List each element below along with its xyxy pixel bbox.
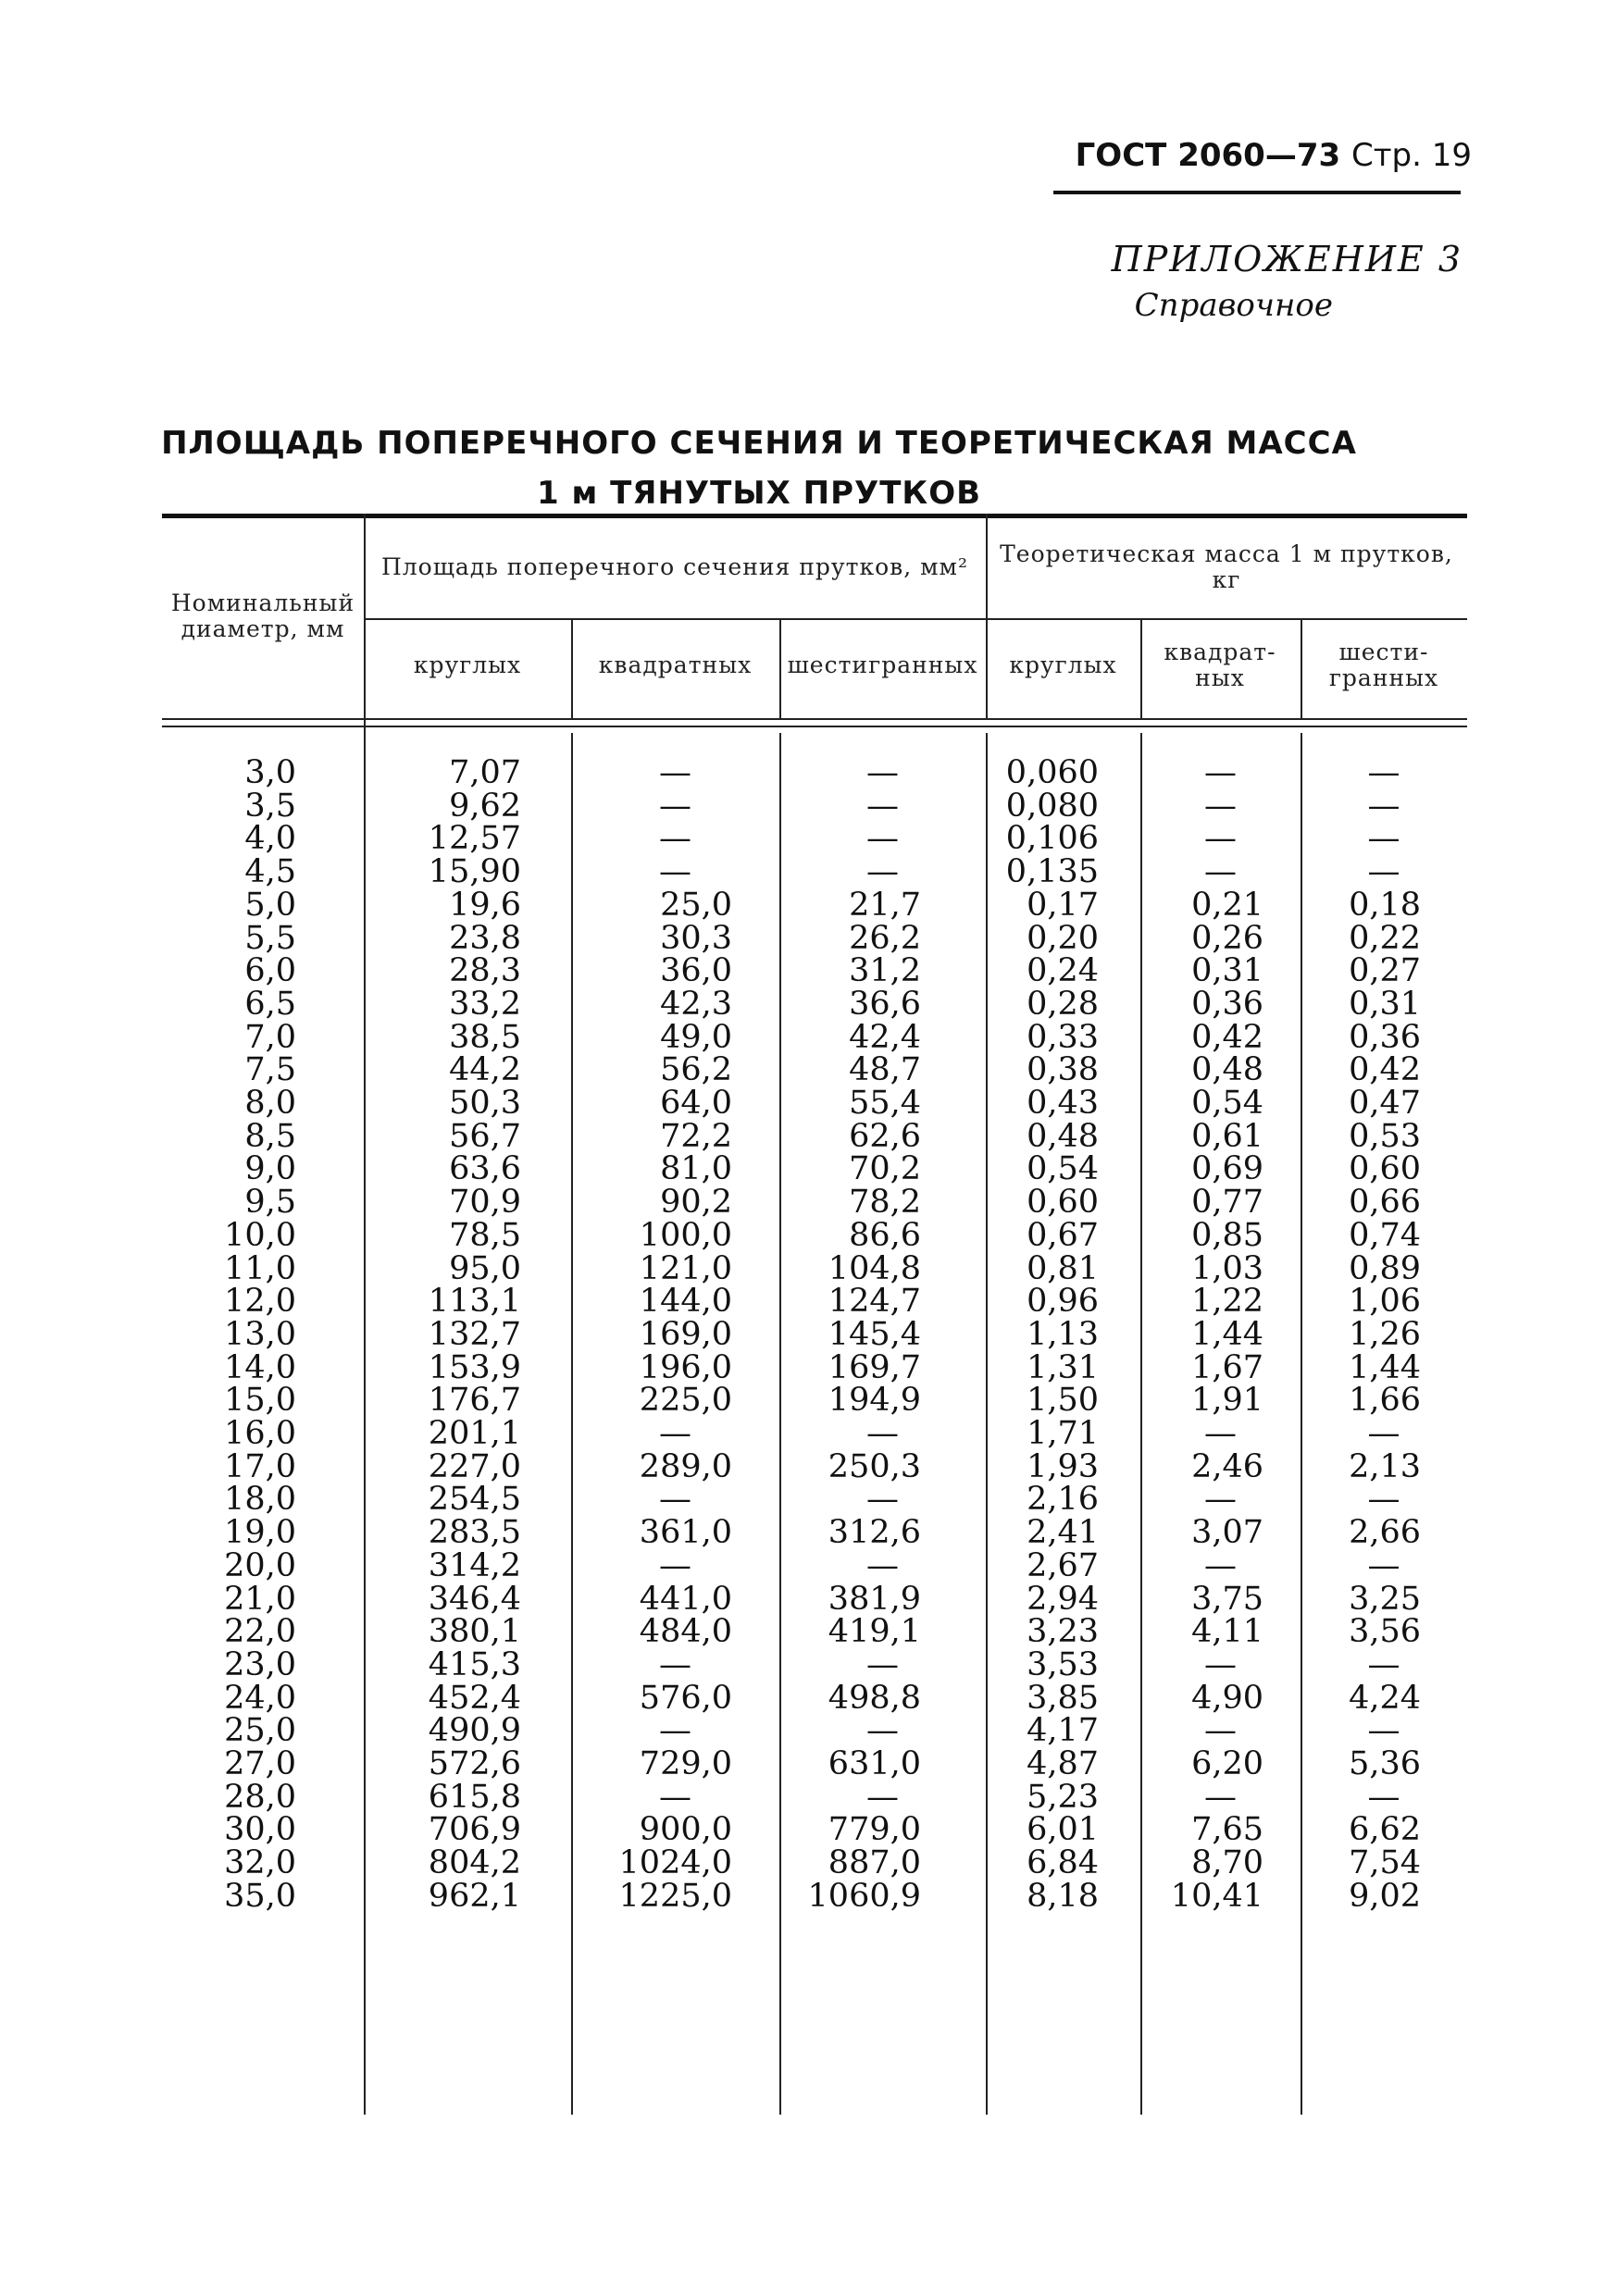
mass-square-cell: 3,75 bbox=[1191, 1580, 1263, 1618]
column-divider bbox=[1301, 618, 1302, 718]
document-title-line-1: ПЛОЩАДЬ ПОПЕРЕЧНОГО СЕЧЕНИЯ И ТЕОРЕТИЧЕСКАЯ МАССА bbox=[161, 425, 1357, 462]
diameter-cell: 13,0 bbox=[224, 1315, 296, 1353]
mass-square-cell: — bbox=[1204, 1645, 1237, 1683]
area-square-cell: 289,0 bbox=[639, 1447, 732, 1485]
diameter-cell: 7,5 bbox=[244, 1051, 296, 1089]
mass-round-cell: 0,43 bbox=[1027, 1085, 1099, 1122]
mass-hexagonal-cell: 1,44 bbox=[1349, 1348, 1421, 1386]
mass-round-cell: 2,16 bbox=[1027, 1481, 1099, 1519]
mass-hexagonal-cell: — bbox=[1367, 1481, 1400, 1519]
area-round-cell: 490,9 bbox=[428, 1712, 521, 1750]
mass-square-cell: 4,90 bbox=[1191, 1679, 1263, 1717]
area-hexagonal-cell: — bbox=[866, 1645, 899, 1683]
mass-round-cell: 0,67 bbox=[1027, 1216, 1099, 1254]
diameter-cell: 18,0 bbox=[224, 1481, 296, 1519]
area-hexagonal-cell: 62,6 bbox=[849, 1117, 921, 1155]
mass-round-cell: 0,33 bbox=[1027, 1018, 1099, 1056]
mass-round-cell: 1,71 bbox=[1027, 1415, 1099, 1452]
mass-square-cell: 0,42 bbox=[1191, 1018, 1263, 1056]
document-title bbox=[157, 418, 1361, 518]
area-round-cell: 962,1 bbox=[428, 1877, 521, 1915]
area-hexagonal-cell: 31,2 bbox=[849, 952, 921, 990]
area-square-cell: 225,0 bbox=[639, 1382, 732, 1420]
area-hexagonal-cell: 887,0 bbox=[828, 1844, 921, 1882]
mass-round-cell: 4,17 bbox=[1027, 1712, 1099, 1750]
area-square-cell: 100,0 bbox=[639, 1216, 732, 1254]
diameter-cell: 8,0 bbox=[244, 1085, 296, 1122]
area-square-cell: 900,0 bbox=[639, 1811, 732, 1849]
mass-hexagonal-cell: — bbox=[1367, 787, 1400, 825]
area-hexagonal-cell: — bbox=[866, 1546, 899, 1584]
mass-group-header: Теоретическая масса 1 м прутков, кг bbox=[1000, 540, 1453, 593]
diameter-cell: 4,5 bbox=[244, 853, 296, 891]
area-hexagonal-cell: — bbox=[866, 1778, 899, 1816]
area-round-cell: 28,3 bbox=[449, 952, 521, 990]
mass-round-cell: 8,18 bbox=[1027, 1877, 1099, 1915]
area-square-cell: 30,3 bbox=[660, 919, 732, 957]
diameter-cell: 30,0 bbox=[224, 1811, 296, 1849]
data-table bbox=[162, 514, 1467, 2115]
appendix-subtitle: Справочное bbox=[1134, 287, 1333, 324]
mass-square-cell: 0,31 bbox=[1191, 952, 1263, 990]
mass-hexagonal-cell: 0,89 bbox=[1349, 1249, 1421, 1287]
area-round-cell: 33,2 bbox=[449, 985, 521, 1023]
mass-round-cell: 6,01 bbox=[1027, 1811, 1099, 1849]
area-round-cell: 380,1 bbox=[428, 1613, 521, 1651]
diameter-cell: 8,5 bbox=[244, 1117, 296, 1155]
area-round-cell: 415,3 bbox=[428, 1645, 521, 1683]
area-hexagonal-cell: — bbox=[866, 1415, 899, 1452]
diameter-cell: 27,0 bbox=[224, 1745, 296, 1782]
mass-square-cell: 2,46 bbox=[1191, 1447, 1263, 1485]
diameter-cell: 6,0 bbox=[244, 952, 296, 990]
diameter-cell: 12,0 bbox=[224, 1283, 296, 1321]
area-square-cell: 484,0 bbox=[639, 1613, 732, 1651]
appendix-title: ПРИЛОЖЕНИЕ 3 bbox=[1111, 239, 1462, 279]
area-hexagonal-cell: 1060,9 bbox=[807, 1877, 921, 1915]
area-hexagonal-cell: — bbox=[866, 754, 899, 791]
area-round-cell: 7,07 bbox=[449, 754, 521, 791]
mass-hexagonal-cell: 0,53 bbox=[1349, 1117, 1421, 1155]
area-square-cell: 729,0 bbox=[639, 1745, 732, 1782]
area-square-cell: 361,0 bbox=[639, 1514, 732, 1552]
area-round-header: круглых bbox=[413, 652, 522, 678]
mass-hexagonal-cell: 1,06 bbox=[1349, 1283, 1421, 1321]
mass-square-cell: 1,44 bbox=[1191, 1315, 1263, 1353]
mass-hexagonal-cell: — bbox=[1367, 1546, 1400, 1584]
mass-hexagonal-cell: 0,31 bbox=[1349, 985, 1421, 1023]
diameter-cell: 3,5 bbox=[244, 787, 296, 825]
diameter-cell: 23,0 bbox=[224, 1645, 296, 1683]
area-group-header: Площадь поперечного сечения прутков, мм² bbox=[380, 553, 969, 580]
mass-square-cell: 0,61 bbox=[1191, 1117, 1263, 1155]
diameter-cell: 21,0 bbox=[224, 1580, 296, 1618]
area-hexagonal-cell: — bbox=[866, 820, 899, 858]
area-round-cell: 314,2 bbox=[428, 1546, 521, 1584]
mass-hexagonal-cell: 0,60 bbox=[1349, 1150, 1421, 1188]
mass-round-cell: 0,080 bbox=[1005, 787, 1099, 825]
mass-hexagonal-cell: 1,66 bbox=[1349, 1382, 1421, 1420]
mass-round-cell: 0,060 bbox=[1005, 754, 1099, 791]
diameter-cell: 9,5 bbox=[244, 1184, 296, 1222]
mass-hexagonal-cell: — bbox=[1367, 1712, 1400, 1750]
mass-round-cell: 0,60 bbox=[1027, 1184, 1099, 1222]
mass-square-cell: 1,91 bbox=[1191, 1382, 1263, 1420]
area-round-cell: 38,5 bbox=[449, 1018, 521, 1056]
area-round-cell: 283,5 bbox=[428, 1514, 521, 1552]
area-hexagonal-cell: 86,6 bbox=[849, 1216, 921, 1254]
area-square-cell: 576,0 bbox=[639, 1679, 732, 1717]
mass-round-cell: 3,85 bbox=[1027, 1679, 1099, 1717]
area-round-cell: 804,2 bbox=[428, 1844, 521, 1882]
diameter-cell: 25,0 bbox=[224, 1712, 296, 1750]
area-round-cell: 56,7 bbox=[449, 1117, 521, 1155]
mass-square-cell: — bbox=[1204, 1778, 1237, 1816]
area-round-cell: 70,9 bbox=[449, 1184, 521, 1222]
area-hexagonal-cell: 78,2 bbox=[849, 1184, 921, 1222]
diameter-cell: 10,0 bbox=[224, 1216, 296, 1254]
area-hexagonal-cell: — bbox=[866, 1481, 899, 1519]
mass-square-cell: — bbox=[1204, 1481, 1237, 1519]
area-hexagonal-cell: — bbox=[866, 787, 899, 825]
area-round-cell: 78,5 bbox=[449, 1216, 521, 1254]
diameter-cell: 7,0 bbox=[244, 1018, 296, 1056]
diameter-cell: 28,0 bbox=[224, 1778, 296, 1816]
area-square-cell: 49,0 bbox=[660, 1018, 732, 1056]
mass-round-cell: 2,41 bbox=[1027, 1514, 1099, 1552]
area-round-cell: 132,7 bbox=[428, 1315, 521, 1353]
mass-square-cell: 7,65 bbox=[1191, 1811, 1263, 1849]
area-round-cell: 9,62 bbox=[449, 787, 521, 825]
area-square-cell: — bbox=[659, 1778, 691, 1816]
area-hexagonal-cell: 250,3 bbox=[828, 1447, 921, 1485]
area-square-cell: 72,2 bbox=[660, 1117, 732, 1155]
area-square-cell: 121,0 bbox=[639, 1249, 732, 1287]
area-hexagonal-cell: 42,4 bbox=[849, 1018, 921, 1056]
mass-hexagonal-cell: 7,54 bbox=[1349, 1844, 1421, 1882]
area-hexagonal-cell: 48,7 bbox=[849, 1051, 921, 1089]
diameter-column-header: Номинальный диаметр, мм bbox=[170, 590, 355, 642]
area-round-cell: 12,57 bbox=[428, 820, 521, 858]
mass-square-cell: — bbox=[1204, 820, 1237, 858]
area-hexagonal-cell: 312,6 bbox=[828, 1514, 921, 1552]
mass-hexagonal-cell: 0,36 bbox=[1349, 1018, 1421, 1056]
header-bottom-rule-2 bbox=[162, 726, 1467, 727]
mass-hexagonal-cell: 0,47 bbox=[1349, 1085, 1421, 1122]
mass-round-cell: 2,94 bbox=[1027, 1580, 1099, 1618]
mass-square-cell: — bbox=[1204, 1415, 1237, 1452]
area-square-cell: 144,0 bbox=[639, 1283, 732, 1321]
area-square-cell: — bbox=[659, 1481, 691, 1519]
mass-square-cell: 0,54 bbox=[1191, 1085, 1263, 1122]
area-square-cell: — bbox=[659, 1546, 691, 1584]
diameter-cell: 9,0 bbox=[244, 1150, 296, 1188]
diameter-cell: 5,5 bbox=[244, 919, 296, 957]
area-square-cell: 1024,0 bbox=[618, 1844, 732, 1882]
mass-hexagonal-cell: — bbox=[1367, 820, 1400, 858]
diameter-cell: 11,0 bbox=[224, 1249, 296, 1287]
mass-round-cell: 0,81 bbox=[1027, 1249, 1099, 1287]
mass-round-cell: 0,48 bbox=[1027, 1117, 1099, 1155]
area-hexagonal-cell: — bbox=[866, 1712, 899, 1750]
diameter-cell: 17,0 bbox=[224, 1447, 296, 1485]
area-square-cell: 56,2 bbox=[660, 1051, 732, 1089]
area-square-cell: — bbox=[659, 820, 691, 858]
mass-hexagonal-cell: 0,22 bbox=[1349, 919, 1421, 957]
area-hexagonal-cell: 145,4 bbox=[828, 1315, 921, 1353]
mass-round-cell: 1,13 bbox=[1027, 1315, 1099, 1353]
area-hexagonal-cell: 21,7 bbox=[849, 886, 921, 924]
area-square-cell: 169,0 bbox=[639, 1315, 732, 1353]
area-round-cell: 254,5 bbox=[428, 1481, 521, 1519]
mass-round-header: круглых bbox=[1009, 652, 1117, 678]
area-hexagonal-cell: 631,0 bbox=[828, 1745, 921, 1782]
standard-code: ГОСТ 2060—73 bbox=[1075, 137, 1341, 174]
diameter-cell: 4,0 bbox=[244, 820, 296, 858]
area-hexagonal-cell: 779,0 bbox=[828, 1811, 921, 1849]
area-round-cell: 176,7 bbox=[428, 1382, 521, 1420]
area-round-cell: 44,2 bbox=[449, 1051, 521, 1089]
area-hexagonal-cell: 169,7 bbox=[828, 1348, 921, 1386]
area-square-cell: — bbox=[659, 853, 691, 891]
area-hexagonal-cell: 70,2 bbox=[849, 1150, 921, 1188]
area-hexagonal-cell: 381,9 bbox=[828, 1580, 921, 1618]
diameter-cell: 16,0 bbox=[224, 1415, 296, 1452]
mass-round-cell: 0,38 bbox=[1027, 1051, 1099, 1089]
area-hexagonal-cell: 26,2 bbox=[849, 919, 921, 957]
area-square-cell: 441,0 bbox=[639, 1580, 732, 1618]
diameter-cell: 5,0 bbox=[244, 886, 296, 924]
document-title-line-2: 1 м ТЯНУТЫХ ПРУТКОВ bbox=[536, 475, 982, 512]
diameter-cell: 22,0 bbox=[224, 1613, 296, 1651]
mass-round-cell: 1,93 bbox=[1027, 1447, 1099, 1485]
area-square-cell: 25,0 bbox=[660, 886, 732, 924]
diameter-cell: 24,0 bbox=[224, 1679, 296, 1717]
mass-hexagonal-cell: 2,66 bbox=[1349, 1514, 1421, 1552]
mass-square-cell: 6,20 bbox=[1191, 1745, 1263, 1782]
area-square-cell: — bbox=[659, 1645, 691, 1683]
mass-round-cell: 0,135 bbox=[1005, 853, 1099, 891]
area-square-cell: 36,0 bbox=[660, 952, 732, 990]
mass-round-cell: 0,96 bbox=[1027, 1283, 1099, 1321]
mass-square-cell: 3,07 bbox=[1191, 1514, 1263, 1552]
mass-square-cell: 0,69 bbox=[1191, 1150, 1263, 1188]
diameter-cell: 20,0 bbox=[224, 1546, 296, 1584]
mass-square-cell: 4,11 bbox=[1191, 1613, 1263, 1651]
diameter-cell: 15,0 bbox=[224, 1382, 296, 1420]
mass-hexagonal-cell: 0,74 bbox=[1349, 1216, 1421, 1254]
mass-hexagonal-cell: 6,62 bbox=[1349, 1811, 1421, 1849]
area-round-cell: 572,6 bbox=[428, 1745, 521, 1782]
mass-square-cell: 0,48 bbox=[1191, 1051, 1263, 1089]
mass-hexagonal-cell: 2,13 bbox=[1349, 1447, 1421, 1485]
area-round-cell: 201,1 bbox=[428, 1415, 521, 1452]
area-square-cell: 81,0 bbox=[660, 1150, 732, 1188]
area-round-cell: 19,6 bbox=[449, 886, 521, 924]
mass-square-cell: 10,41 bbox=[1170, 1877, 1263, 1915]
mass-square-cell: 0,21 bbox=[1191, 886, 1263, 924]
area-square-cell: 42,3 bbox=[660, 985, 732, 1023]
area-square-header: квадратных bbox=[598, 652, 753, 678]
area-square-cell: — bbox=[659, 787, 691, 825]
mass-round-cell: 0,54 bbox=[1027, 1150, 1099, 1188]
mass-square-cell: — bbox=[1204, 754, 1237, 791]
area-square-cell: 90,2 bbox=[660, 1184, 732, 1222]
area-square-cell: — bbox=[659, 754, 691, 791]
mass-hexagonal-cell: — bbox=[1367, 1415, 1400, 1452]
mass-round-cell: 1,31 bbox=[1027, 1348, 1099, 1386]
mass-round-cell: 0,17 bbox=[1027, 886, 1099, 924]
header-bottom-rule bbox=[162, 718, 1467, 720]
mass-hexagonal-cell: 5,36 bbox=[1349, 1745, 1421, 1782]
mass-round-cell: 0,28 bbox=[1027, 985, 1099, 1023]
mass-hexagonal-cell: 0,42 bbox=[1349, 1051, 1421, 1089]
diameter-cell: 19,0 bbox=[224, 1514, 296, 1552]
mass-hexagonal-cell: — bbox=[1367, 853, 1400, 891]
area-square-cell: — bbox=[659, 1712, 691, 1750]
mass-hexagonal-cell: 9,02 bbox=[1349, 1877, 1421, 1915]
mass-hexagonal-cell: 0,18 bbox=[1349, 886, 1421, 924]
area-round-cell: 346,4 bbox=[428, 1580, 521, 1618]
mass-round-cell: 1,50 bbox=[1027, 1382, 1099, 1420]
mass-hexagonal-cell: — bbox=[1367, 1778, 1400, 1816]
area-hexagonal-cell: 55,4 bbox=[849, 1085, 921, 1122]
area-round-cell: 113,1 bbox=[428, 1283, 521, 1321]
mass-round-cell: 0,24 bbox=[1027, 952, 1099, 990]
mass-round-cell: 0,106 bbox=[1005, 820, 1099, 858]
area-round-cell: 23,8 bbox=[449, 919, 521, 957]
area-round-cell: 15,90 bbox=[428, 853, 521, 891]
page-header bbox=[1037, 137, 1472, 174]
area-square-cell: — bbox=[659, 1415, 691, 1452]
area-round-cell: 153,9 bbox=[428, 1348, 521, 1386]
mass-hexagonal-cell: 0,27 bbox=[1349, 952, 1421, 990]
area-hexagonal-cell: 498,8 bbox=[828, 1679, 921, 1717]
area-hexagonal-cell: — bbox=[866, 853, 899, 891]
mass-square-cell: 8,70 bbox=[1191, 1844, 1263, 1882]
mass-square-cell: 0,36 bbox=[1191, 985, 1263, 1023]
area-hexagonal-cell: 124,7 bbox=[828, 1283, 921, 1321]
diameter-cell: 32,0 bbox=[224, 1844, 296, 1882]
area-round-cell: 95,0 bbox=[449, 1249, 521, 1287]
mass-square-cell: 0,26 bbox=[1191, 919, 1263, 957]
area-square-cell: 1225,0 bbox=[618, 1877, 732, 1915]
diameter-cell: 3,0 bbox=[244, 754, 296, 791]
area-hexagonal-cell: 36,6 bbox=[849, 985, 921, 1023]
diameter-cell: 14,0 bbox=[224, 1348, 296, 1386]
mass-hexagonal-header: шести-гранных bbox=[1328, 639, 1439, 691]
mass-square-cell: 0,77 bbox=[1191, 1184, 1263, 1222]
mass-square-cell: — bbox=[1204, 853, 1237, 891]
area-hexagonal-cell: 419,1 bbox=[828, 1613, 921, 1651]
area-square-cell: 64,0 bbox=[660, 1085, 732, 1122]
mass-square-cell: 1,67 bbox=[1191, 1348, 1263, 1386]
mass-square-cell: — bbox=[1204, 1546, 1237, 1584]
mass-round-cell: 6,84 bbox=[1027, 1844, 1099, 1882]
mass-round-cell: 4,87 bbox=[1027, 1745, 1099, 1782]
page-number: Стр. 19 bbox=[1350, 137, 1472, 174]
area-round-cell: 227,0 bbox=[428, 1447, 521, 1485]
area-round-cell: 706,9 bbox=[428, 1811, 521, 1849]
area-round-cell: 50,3 bbox=[449, 1085, 521, 1122]
mass-hexagonal-cell: 4,24 bbox=[1349, 1679, 1421, 1717]
area-hexagonal-cell: 104,8 bbox=[828, 1249, 921, 1287]
area-round-cell: 452,4 bbox=[428, 1679, 521, 1717]
area-round-cell: 63,6 bbox=[449, 1150, 521, 1188]
mass-round-cell: 3,53 bbox=[1027, 1645, 1099, 1683]
diameter-cell: 6,5 bbox=[244, 985, 296, 1023]
column-divider bbox=[1140, 618, 1142, 718]
header-rule bbox=[1053, 191, 1461, 194]
mass-hexagonal-cell: 3,56 bbox=[1349, 1613, 1421, 1651]
area-hexagonal-cell: 194,9 bbox=[828, 1382, 921, 1420]
mass-square-cell: 1,22 bbox=[1191, 1283, 1263, 1321]
mass-round-cell: 5,23 bbox=[1027, 1778, 1099, 1816]
area-round-cell: 615,8 bbox=[428, 1778, 521, 1816]
mass-round-cell: 0,20 bbox=[1027, 919, 1099, 957]
mass-round-cell: 3,23 bbox=[1027, 1613, 1099, 1651]
area-square-cell: 196,0 bbox=[639, 1348, 732, 1386]
table-top-rule bbox=[162, 514, 1467, 518]
mass-hexagonal-cell: — bbox=[1367, 754, 1400, 791]
mass-square-cell: 0,85 bbox=[1191, 1216, 1263, 1254]
mass-square-cell: — bbox=[1204, 1712, 1237, 1750]
mass-hexagonal-cell: 3,25 bbox=[1349, 1580, 1421, 1618]
mass-square-cell: — bbox=[1204, 787, 1237, 825]
mass-square-header: квадрат-ных bbox=[1164, 639, 1276, 691]
mass-square-cell: 1,03 bbox=[1191, 1249, 1263, 1287]
mass-hexagonal-cell: — bbox=[1367, 1645, 1400, 1683]
mass-round-cell: 2,67 bbox=[1027, 1546, 1099, 1584]
mass-hexagonal-cell: 0,66 bbox=[1349, 1184, 1421, 1222]
diameter-cell: 35,0 bbox=[224, 1877, 296, 1915]
mass-hexagonal-cell: 1,26 bbox=[1349, 1315, 1421, 1353]
area-hexagonal-header: шестигранных bbox=[787, 652, 978, 678]
